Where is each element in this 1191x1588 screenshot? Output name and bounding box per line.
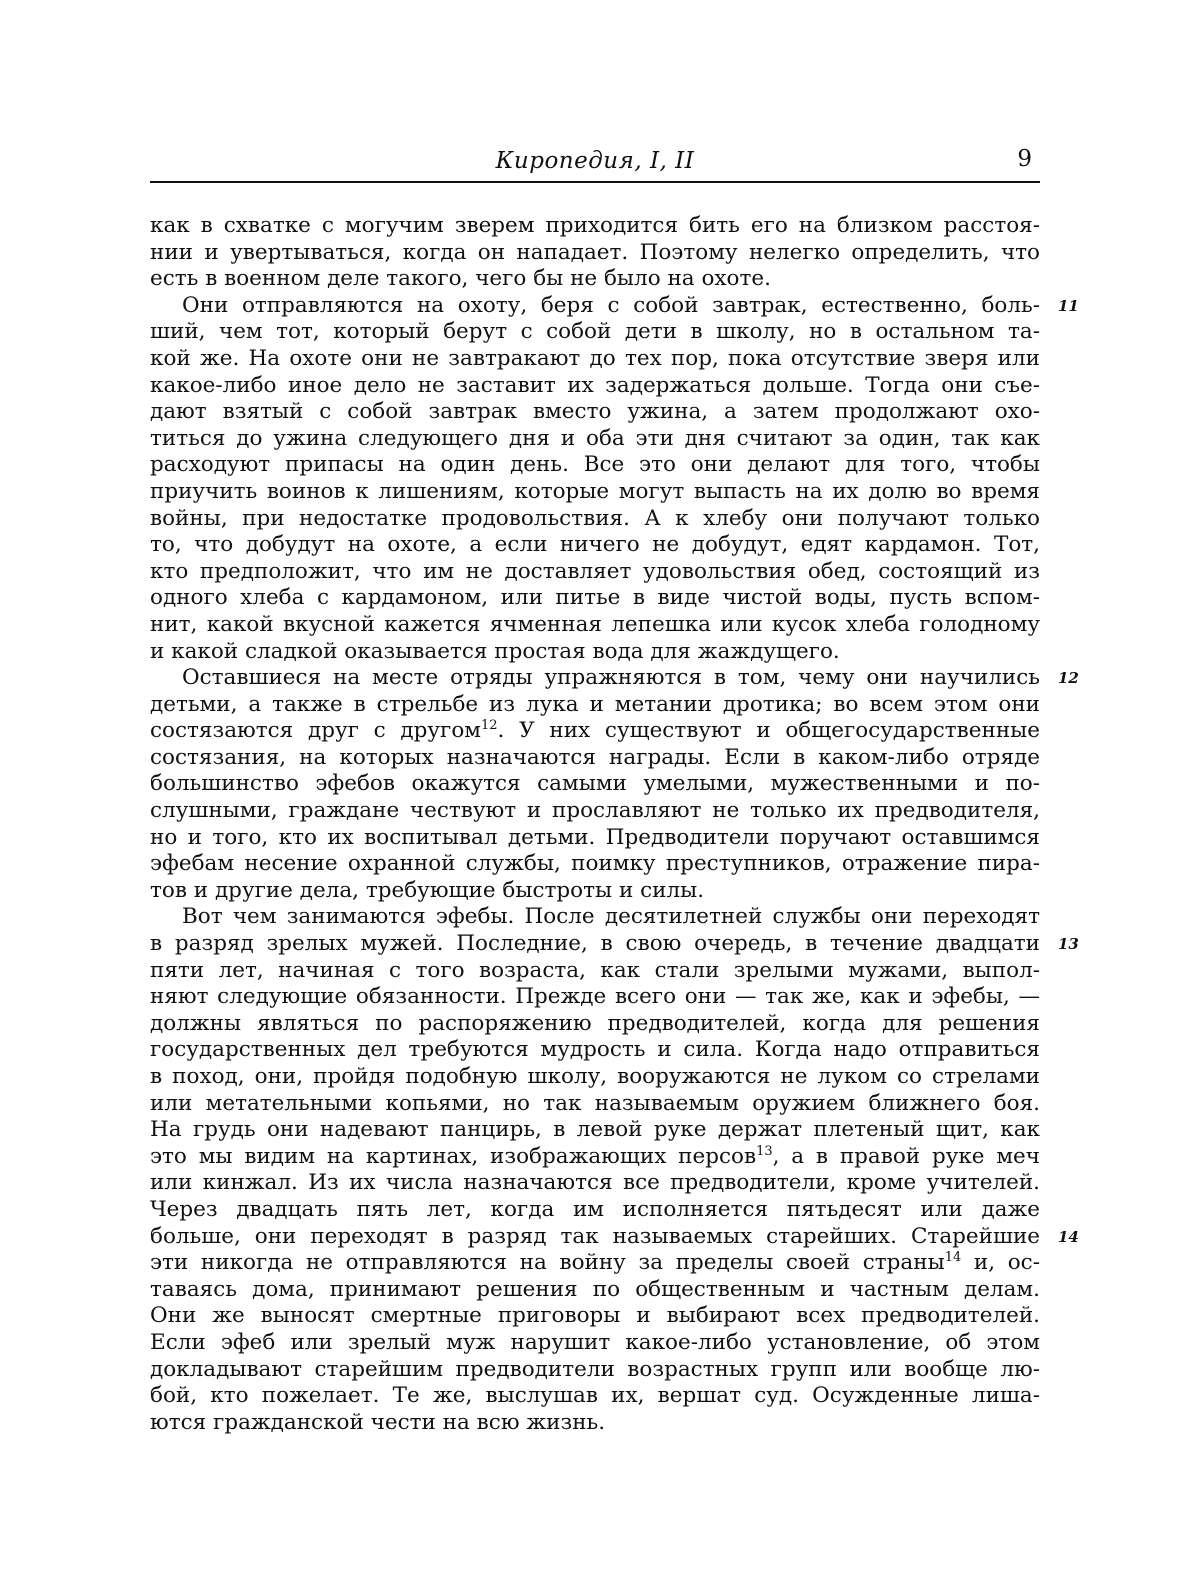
text-line: но и того, кто их воспитывал детьми. Предводители поручают оставшимся [150,824,1040,850]
text-line: Они же выносят смертные приговоры и выбирают всех предводителей. [150,1303,1040,1329]
running-title: Киропедия, I, II [495,148,695,174]
paragraph [150,213,1040,293]
text-line: На грудь они надевают панцирь, в левой руке держат плетеный щит, как [150,1117,1040,1143]
text-line: одного хлеба с кардамоном, или питье в виде чистой воды, пусть вспом- [150,585,1040,611]
line-text: Они отправляются на охоту, беря с собой завтрак, естественно, боль- [182,292,1040,318]
text-line [150,1144,1040,1171]
text-line [150,718,1040,745]
text-line: государственных дел требуются мудрость и сила. Когда надо отправиться [150,1037,1040,1063]
text-line: ются гражданской чести на всю жизнь. [150,1409,606,1435]
text-line [150,292,1079,320]
text-line: эфебам несение охранной службы, поимку преступников, отражение пира- [150,851,1040,877]
paragraph [150,904,1079,1436]
text-line: состязания, на которых назначаются награды. Если в каком-либо отряде [150,744,1040,770]
text-line: должны являться по распоряжению предводителей, когда для решения [150,1010,1040,1036]
line-text: , а в правой руке меч [772,1143,1040,1169]
text-line [150,1250,1040,1277]
text-line: в поход, они, пройдя подобную школу, вооружаются не луком со стрелами [150,1064,1040,1089]
text-line: Вот чем занимаются эфебы. После десятилетней службы они переходят [182,904,1040,930]
text-line: кой же. На охоте они не завтракают до тех пор, пока отсутствие зверя или [150,345,1040,371]
text-line [150,665,1079,692]
line-text: состязаются друг с другом [150,718,481,744]
line-text: Оставшиеся на месте отряды упражняются в том, чему они научились [182,665,1040,691]
text-line: как в схватке с могучим зверем приходится бить его на близком расстоя- [150,213,1040,238]
line-text: в разряд зрелых мужей. Последние, в свою очередь, в течение двадцати [150,931,1040,957]
text-line: нит, какой вкусной кажется ячменная лепешка или кусок хлеба голодному [150,611,1040,637]
line-text: и, ос- [961,1250,1040,1276]
section-number: 14 [1058,1227,1079,1246]
text-line: ший, чем тот, который берут с собой дети в школу, но в остальном та- [150,319,1040,345]
footnote-ref[interactable]: 12 [481,718,498,734]
text-line: тов и другие дела, требующие быстроты и силы. [150,877,705,903]
page-header [150,146,1040,186]
text-line: дают взятый с собой завтрак вместо ужина, а затем продолжают охо- [150,399,1040,425]
paragraph [150,665,1079,904]
section-number: 13 [1058,935,1079,954]
text-line: нии и увертываться, когда он нападает. Поэтому нелегко определить, что [150,239,1040,265]
line-text: эти никогда не отправляются на войну за пределы своей страны [150,1250,945,1276]
footnote-ref[interactable]: 13 [756,1143,773,1159]
text-line: Если эфеб или зрелый муж нарушит какое-либо установление, об этом [150,1329,1040,1355]
text-line: есть в военном деле такого, чего бы не было на охоте. [150,266,771,292]
text-line: большинство эфебов окажутся самыми умелыми, мужественными и по- [150,771,1040,797]
text-line: или метательными копьями, но так называемым оружием ближнего боя. [150,1090,1040,1116]
text-line: и какой сладкой оказывается простая вода для жаждущего. [150,638,840,664]
text-line: бой, кто пожелает. Те же, выслушав их, вершат суд. Осужденные лиша- [150,1383,1040,1409]
line-text: больше, они переходят в разряд так называемых старейших. Старейшие [150,1223,1040,1249]
text-line: какое-либо иное дело не заставит их задержаться дольше. Тогда они съе- [150,372,1040,398]
text-line: слушными, граждане чествуют и прославляют не только их предводителя, [150,798,1040,824]
text-line: Через двадцать пять лет, когда им исполняется пятьдесят или даже [150,1196,1040,1222]
text-line: то, что добудут на охоте, а если ничего не добудут, едят кардамон. Тот, [150,532,1040,558]
section-number: 12 [1058,669,1079,688]
text-line: кто предположит, что им не доставляет удовольствия обед, состоящий из [150,558,1040,584]
text-line: детьми, а также в стрельбе из лука и метании дротика; во всем этом они [150,691,1040,717]
text-line: титься до ужина следующего дня и оба эти дня считают за один, так как [150,425,1040,451]
text-line: приучить воинов к лишениям, которые могут выпасть на их долю во время [150,478,1040,504]
line-text: . У них существуют и общегосударственные [497,718,1040,744]
section-number: 11 [1058,296,1079,315]
text-line: докладывают старейшим предводители возрастных групп или вообще лю- [150,1356,1040,1382]
text-line: войны, при недостатке продовольствия. А к хлебу они получают только [150,505,1040,531]
text-body [150,213,1079,1436]
text-line: или кинжал. Из их числа назначаются все предводители, кроме учителей. [150,1170,1040,1196]
text-line [150,1223,1079,1251]
paragraph [150,292,1079,665]
text-line: няют следующие обязанности. Прежде всего они — так же, как и эфебы, — [150,984,1040,1010]
line-text: это мы видим на картинах, изображающих персов [150,1143,757,1169]
text-line: пяти лет, начиная с того возраста, как стали зрелыми мужами, выпол- [150,957,1040,983]
text-line: расходуют припасы на один день. Все это они делают для того, чтобы [150,452,1040,478]
footnote-ref[interactable]: 14 [944,1250,962,1265]
page-number: 9 [1017,146,1032,172]
text-line: таваясь дома, принимают решения по общественным и частным делам. [150,1276,1040,1302]
text-line [150,931,1079,958]
header-rule [150,181,1040,183]
